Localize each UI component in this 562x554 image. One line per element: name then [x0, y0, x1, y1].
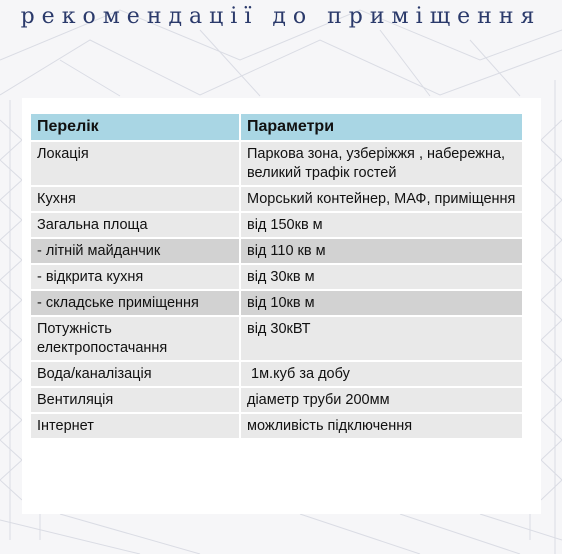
table-row — [31, 264, 523, 290]
row-label: - відкрита кухня — [31, 264, 240, 290]
requirements-table — [31, 114, 524, 440]
row-label: Вода/каналізація — [31, 361, 240, 387]
row-value: від 30кв м — [240, 264, 523, 290]
column-header-list: Перелік — [31, 114, 240, 141]
table-row — [31, 238, 523, 264]
row-value: Морський контейнер, МАФ, приміщення — [240, 186, 523, 212]
table-row — [31, 212, 523, 238]
row-value: 1м.куб за добу — [240, 361, 523, 387]
column-header-parameters: Параметри — [240, 114, 523, 141]
table-row — [31, 141, 523, 186]
row-label: Інтернет — [31, 413, 240, 439]
table-row — [31, 186, 523, 212]
row-label: - літній майданчик — [31, 238, 240, 264]
row-label: Вентиляція — [31, 387, 240, 413]
table-row — [31, 316, 523, 361]
table-header-row — [31, 114, 523, 141]
table-row — [31, 290, 523, 316]
page-title: рекомендації до приміщення — [20, 4, 542, 29]
row-label: - складське приміщення — [31, 290, 240, 316]
row-value: Паркова зона, узберіжжя , набережна, великий трафік гостей — [240, 141, 523, 186]
row-label: Потужність електропостачання — [31, 316, 240, 361]
row-value: можливість підключення — [240, 413, 523, 439]
row-label: Кухня — [31, 186, 240, 212]
row-label: Загальна площа — [31, 212, 240, 238]
row-value: від 30кВТ — [240, 316, 523, 361]
table-row — [31, 387, 523, 413]
table-row — [31, 413, 523, 439]
row-value: від 10кв м — [240, 290, 523, 316]
row-value: від 110 кв м — [240, 238, 523, 264]
table-row — [31, 361, 523, 387]
row-value: діаметр труби 200мм — [240, 387, 523, 413]
row-label: Локація — [31, 141, 240, 186]
row-value: від 150кв м — [240, 212, 523, 238]
